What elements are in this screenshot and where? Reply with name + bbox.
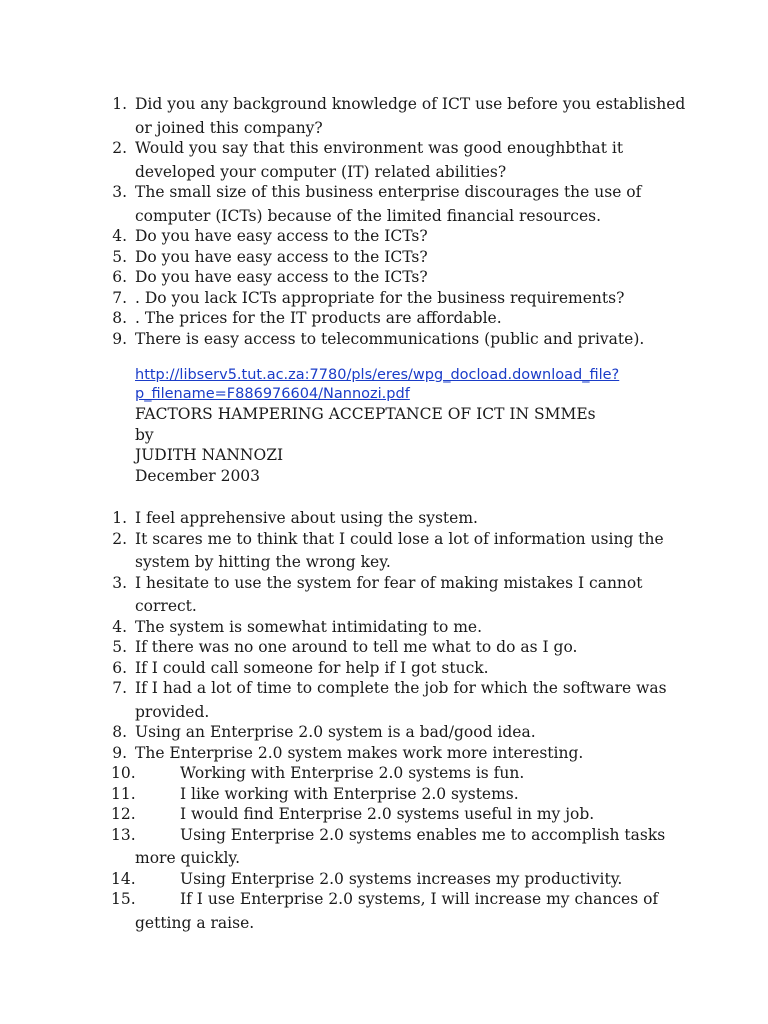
item-number: 14. xyxy=(111,869,136,888)
item-text: Using Enterprise 2.0 systems increases my productivity. xyxy=(180,869,623,888)
item-number: 13. xyxy=(111,825,136,844)
item-number: 1. xyxy=(112,95,127,113)
source-link[interactable] xyxy=(135,366,695,404)
item-text: I feel apprehensive about using the system. xyxy=(135,509,478,527)
item-text: Using an Enterprise 2.0 system is a bad/good idea. xyxy=(135,723,536,741)
item-text: There is easy access to telecommunications (public and private). xyxy=(135,329,645,348)
list-item xyxy=(0,328,700,352)
item-number: 4. xyxy=(112,227,127,245)
item-number: 8. xyxy=(112,723,127,741)
reference-title: FACTORS HAMPERING ACCEPTANCE OF ICT IN SMMEs xyxy=(135,405,596,423)
item-text: Would you say that this environment was good enoughbthat it developed your computer (IT) related abilities? xyxy=(135,139,624,181)
list-item xyxy=(0,181,700,228)
item-number: 7. xyxy=(112,288,127,307)
list-item xyxy=(0,824,700,871)
item-number: 7. xyxy=(112,679,127,697)
item-number: 3. xyxy=(112,183,127,201)
item-number: 2. xyxy=(112,139,127,157)
item-number: 5. xyxy=(112,247,127,266)
item-text: Using Enterprise 2.0 systems enables me to accomplish tasks more quickly. xyxy=(135,825,666,867)
item-number: 4. xyxy=(112,617,127,636)
list-item xyxy=(0,888,700,935)
list-item xyxy=(0,93,700,140)
reference-block xyxy=(135,366,695,486)
item-number: 3. xyxy=(112,573,127,592)
item-text: I hesitate to use the system for fear of making mistakes I cannot correct. xyxy=(135,573,643,615)
item-number: 9. xyxy=(112,329,127,348)
item-number: 6. xyxy=(112,658,127,677)
item-number: 10. xyxy=(111,764,136,782)
item-text: If I use Enterprise 2.0 systems, I will increase my chances of getting a raise. xyxy=(135,890,659,932)
item-number: 2. xyxy=(112,529,127,548)
item-text: Do you have easy access to the ICTs? xyxy=(135,227,428,245)
item-text: Do you have easy access to the ICTs? xyxy=(135,247,428,266)
item-number: 11. xyxy=(111,784,136,803)
item-number: 1. xyxy=(112,509,127,527)
list-item xyxy=(0,677,700,724)
item-text: The small size of this business enterprise discourages the use of computer (ICTs) because of the limited financial resources. xyxy=(135,183,642,225)
item-number: 8. xyxy=(112,309,127,327)
list-item xyxy=(0,137,700,184)
item-number: 9. xyxy=(112,743,127,762)
item-text: If there was no one around to tell me what to do as I go. xyxy=(135,638,578,656)
item-number: 6. xyxy=(112,268,127,286)
source-link-line1: http://libserv5.tut.ac.za:7780/pls/eres/wpg_docload.download_file? xyxy=(135,367,620,383)
list-item xyxy=(0,528,700,575)
item-text: . Do you lack ICTs appropriate for the business requirements? xyxy=(135,288,625,307)
item-text: It scares me to think that I could lose a lot of information using the system by hitting the wrong key. xyxy=(135,529,664,571)
item-text: I would find Enterprise 2.0 systems useful in my job. xyxy=(180,805,595,823)
survey-questions-list-ict xyxy=(0,93,700,348)
item-text: Did you any background knowledge of ICT use before you established or joined this company? xyxy=(135,95,686,137)
item-number: 5. xyxy=(112,638,127,656)
list-item xyxy=(0,572,700,619)
item-text: The Enterprise 2.0 system makes work more interesting. xyxy=(135,743,584,762)
source-link-line2: p_filename=F886976604/Nannozi.pdf xyxy=(135,386,410,402)
item-text: The system is somewhat intimidating to me. xyxy=(135,617,483,636)
reference-author: JUDITH NANNOZI xyxy=(135,446,284,464)
item-text: . The prices for the IT products are affordable. xyxy=(135,309,502,327)
reference-date: December 2003 xyxy=(135,466,261,485)
survey-questions-list-system xyxy=(0,507,700,932)
item-text: If I had a lot of time to complete the job for which the software was provided. xyxy=(135,679,667,721)
item-text: If I could call someone for help if I got stuck. xyxy=(135,658,489,677)
reference-by: by xyxy=(135,425,154,444)
item-text: Working with Enterprise 2.0 systems is fun. xyxy=(180,764,525,782)
item-text: Do you have easy access to the ICTs? xyxy=(135,268,428,286)
item-text: I like working with Enterprise 2.0 systems. xyxy=(180,784,519,803)
item-number: 12. xyxy=(111,805,136,823)
item-number: 15. xyxy=(111,890,136,908)
